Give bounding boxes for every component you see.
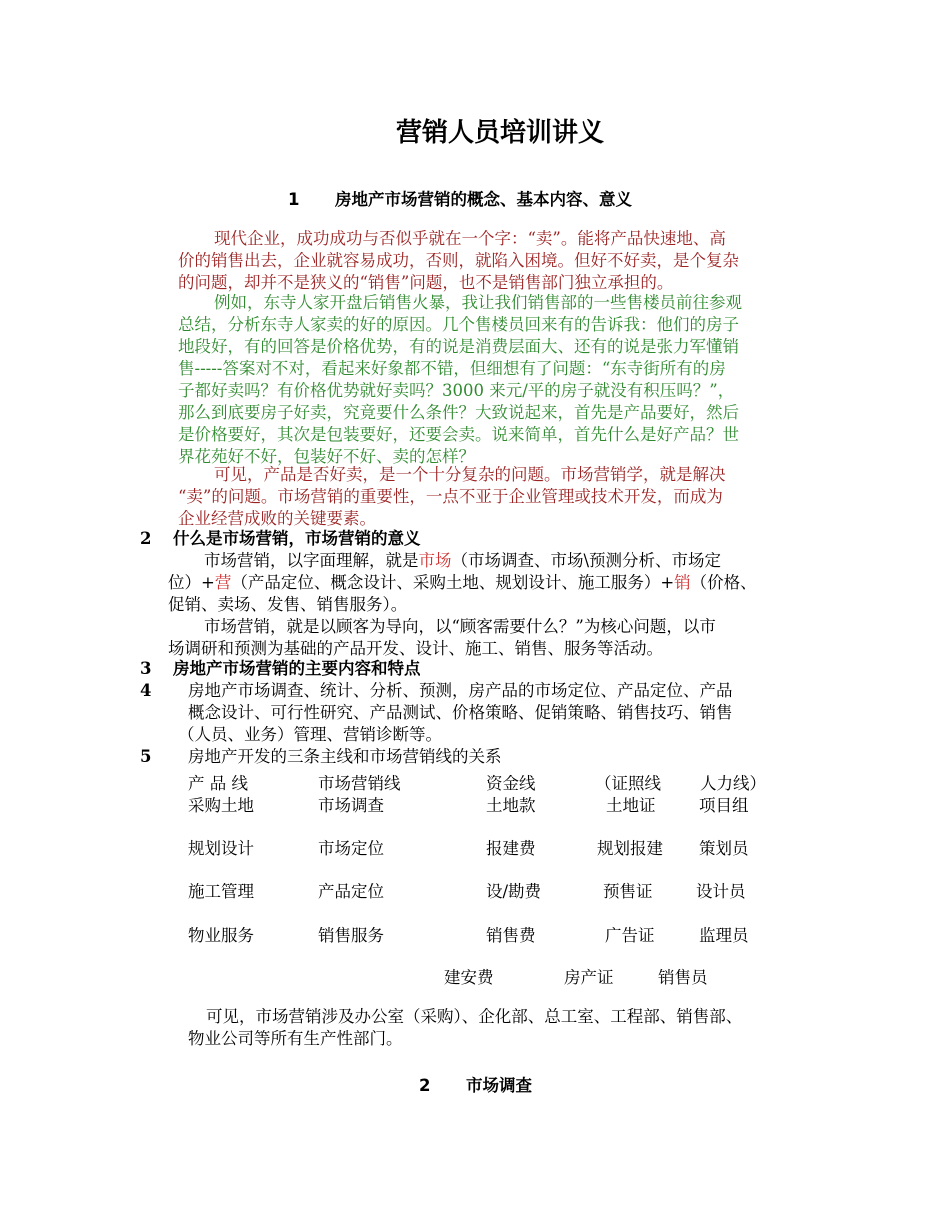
text-line: 那么到底要房子好卖，究竟要什么条件？大致说起来，首先是产品要好，然后 (178, 403, 739, 422)
text-line: 概念设计、可行性研究、产品测试、价格策略、促销策略、销售技巧、销售 (188, 703, 733, 722)
section-5-number: 5 (140, 747, 152, 766)
text-line: 界花苑好不好，包装好不好、卖的怎样？ (178, 447, 475, 466)
paragraph-example (178, 292, 742, 468)
table-cell: 策划员 (699, 839, 749, 858)
text-line: 是价格要好，其次是包装要好，还要会卖。说来简单，首先什么是好产品？世 (178, 425, 739, 444)
text-line: 企业经营成败的关键要素。 (178, 509, 376, 528)
section-1-heading (288, 186, 632, 210)
table-cell: 监理员 (699, 926, 749, 945)
text-line: 场调研和预测为基础的产品开发、设计、施工、销售、服务等活动。 (168, 639, 663, 658)
table-cell: 产品定位 (318, 882, 384, 901)
text-line: 总结，分析东寺人家卖的好的原因。几个售楼员回来有的告诉我：他们的房子 (178, 315, 739, 334)
text-line: 可见，产品是否好卖，是一个十分复杂的问题。市场营销学，就是解决 (214, 465, 726, 484)
section-1-number: 1 (288, 190, 300, 209)
table-cell: 销售服务 (318, 926, 384, 945)
paragraph-intro (178, 228, 739, 294)
text-run: （市场调查、市场\预测分析、市场定 (451, 551, 722, 570)
text-line: 售-----答案对不对，看起来好象都不错，但细想有了问题：“东寺街所有的房 (178, 359, 726, 378)
table-header-cell: 产 品 线 (188, 774, 248, 793)
text-line: 房地产市场调查、统计、分析、预测，房产品的市场定位、产品定位、产品 (188, 681, 733, 700)
text-run: （产品定位、概念设计、采购土地、规划设计、施工服务）+ (231, 573, 675, 592)
section-3-number: 3 (140, 659, 152, 678)
table-cell: 采购土地 (188, 796, 254, 815)
text-line: 物业公司等所有生产性部门。 (188, 1029, 403, 1048)
table-cell: 房产证 (564, 968, 614, 987)
table-cell: 销售员 (658, 968, 708, 987)
text-line: 促销、卖场、发售、销售服务）。 (168, 595, 408, 614)
text-line: 子都好卖吗？有价格优势就好卖吗？3000 来元/平的房子就没有积压吗？”， (178, 381, 735, 400)
section-3-title: 房地产市场营销的主要内容和特点 (172, 659, 421, 678)
text-line: （人员、业务）管理、营销诊断等。 (178, 725, 442, 744)
table-cell: 施工管理 (188, 882, 254, 901)
section-number: 2 (419, 1076, 431, 1095)
table-cell: 预售证 (603, 882, 653, 901)
table-header-cell: 市场营销线 (318, 774, 401, 793)
section-5-title: 房地产开发的三条主线和市场营销线的关系 (188, 747, 502, 766)
paragraph-departments (188, 1006, 742, 1050)
text-line: 价的销售出去，企业就容易成功，否则，就陷入困境。但好不好卖，是个复杂 (178, 251, 739, 270)
text-line: 可见，市场营销涉及办公室（采购）、企化部、总工室、工程部、销售部、 (206, 1007, 743, 1026)
table-header-cell: 人力线） (700, 774, 766, 793)
section-5-heading (188, 746, 502, 768)
text-run: 位）+ (168, 573, 215, 592)
table-cell: 市场定位 (318, 839, 384, 858)
table-cell: 市场调查 (318, 796, 384, 815)
table-cell: 规划设计 (188, 839, 254, 858)
table-cell: 设/勘费 (486, 882, 542, 901)
table-cell: 销售费 (486, 926, 536, 945)
section-1-title: 房地产市场营销的概念、基本内容、意义 (334, 190, 632, 209)
text-run: （价格、 (690, 573, 757, 592)
document-title: 营销人员培训讲义 (395, 118, 604, 148)
table-cell: 报建费 (486, 839, 536, 858)
highlight-xiao: 销 (674, 573, 691, 592)
paragraph-definition (168, 550, 757, 616)
text-line: 现代企业，成功成功与否似乎就在一个字：“卖”。能将产品快速地、高 (214, 229, 726, 248)
section-2-heading (140, 528, 420, 550)
highlight-market: 市场 (418, 551, 452, 570)
paragraph-conclusion-1 (178, 464, 726, 530)
section-2-number: 2 (140, 529, 152, 548)
section-3-heading (140, 658, 420, 680)
text-line: 市场营销，就是以顾客为导向，以“顾客需要什么？”为核心问题，以市 (204, 617, 716, 636)
table-cell: 物业服务 (188, 926, 254, 945)
table-header-cell: 资金线 (486, 774, 536, 793)
section-4-body (178, 680, 733, 746)
table-cell: 设计员 (696, 882, 746, 901)
table-cell: 项目组 (699, 796, 749, 815)
table-cell: 广告证 (605, 926, 655, 945)
table-cell: 规划报建 (597, 839, 663, 858)
paragraph-customer-oriented (168, 616, 716, 660)
section-market-research-heading (419, 1072, 532, 1096)
table-cell: 土地款 (486, 796, 536, 815)
text-line: 例如，东寺人家开盘后销售火暴，我让我们销售部的一些售楼员前往参观 (214, 293, 742, 312)
text-run: 市场营销，以字面理解，就是 (204, 551, 419, 570)
highlight-ying: 营 (214, 573, 232, 592)
section-title: 市场调查 (465, 1076, 532, 1095)
section-2-title: 什么是市场营销，市场营销的意义 (172, 529, 421, 548)
text-line: 地段好，有的回答是价格优势，有的说是消费层面大、还有的说是张力军懂销 (178, 337, 739, 356)
table-header-cell: （证照线 (595, 774, 661, 793)
section-4-number: 4 (140, 681, 152, 700)
text-line: “卖”的问题。市场营销的重要性，一点不亚于企业管理或技术开发，而成为 (178, 487, 723, 506)
table-cell: 建安费 (444, 968, 494, 987)
text-line: 的问题，却并不是狭义的“销售”问题，也不是销售部门独立承担的。 (178, 273, 674, 292)
table-cell: 土地证 (606, 796, 656, 815)
